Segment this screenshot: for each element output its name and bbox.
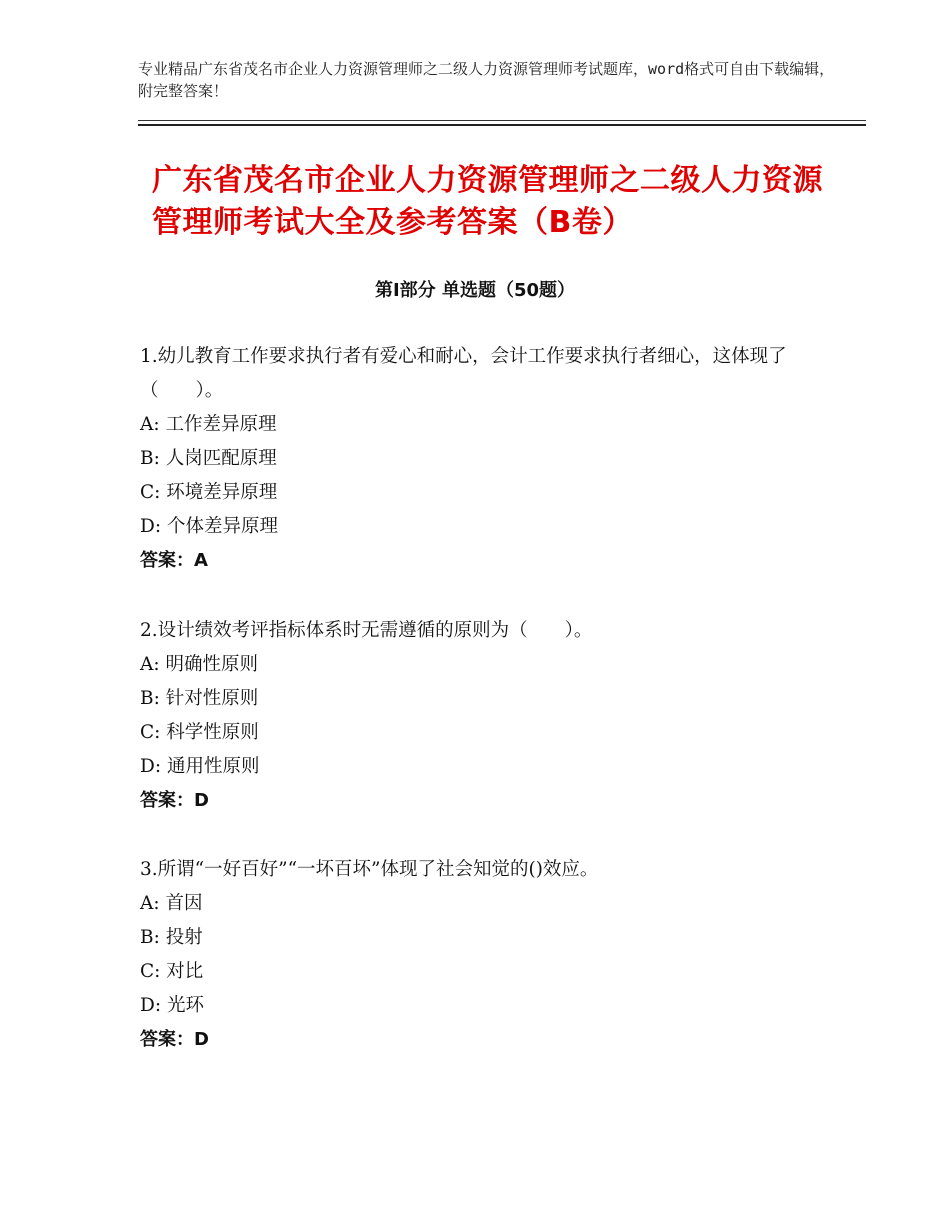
option-c: C: 环境差异原理 <box>140 482 278 503</box>
option-c: C: 科学性原则 <box>140 722 259 743</box>
option-b: B: 针对性原则 <box>140 688 259 709</box>
question-1 <box>140 340 820 578</box>
option-a: A: 首因 <box>140 893 203 914</box>
header-divider-thin <box>138 120 866 121</box>
section-heading: 第Ⅰ部分 单选题（50题） <box>374 280 575 301</box>
option-b: B: 投射 <box>140 927 203 948</box>
option-a: A: 工作差异原理 <box>140 414 277 435</box>
option-b: B: 人岗匹配原理 <box>140 448 277 469</box>
option-d: D: 光环 <box>140 995 204 1016</box>
option-d: D: 通用性原则 <box>140 756 260 777</box>
question-stem: 1.幼儿教育工作要求执行者有爱心和耐心，会计工作要求执行者细心，这体现了（ ）。 <box>140 346 787 401</box>
option-c: C: 对比 <box>140 961 204 982</box>
answer: 答案：D <box>140 1029 209 1050</box>
header-divider-thick <box>138 124 866 126</box>
answer: 答案：D <box>140 790 209 811</box>
option-d: D: 个体差异原理 <box>140 516 278 537</box>
question-2 <box>140 614 820 818</box>
question-stem: 2.设计绩效考评指标体系时无需遵循的原则为（ ）。 <box>140 620 593 641</box>
header-note: 专业精品广东省茂名市企业人力资源管理师之二级人力资源管理师考试题库，word格式可自由下载编辑，附完整答案！ <box>138 60 835 100</box>
document-title: 广东省茂名市企业人力资源管理师之二级人力资源管理师考试大全及参考答案（B卷） <box>152 163 823 240</box>
answer: 答案：A <box>140 550 208 571</box>
option-a: A: 明确性原则 <box>140 654 258 675</box>
question-stem: 3.所谓“一好百好”“一坏百坏”体现了社会知觉的()效应。 <box>140 859 599 880</box>
question-3 <box>140 853 820 1057</box>
